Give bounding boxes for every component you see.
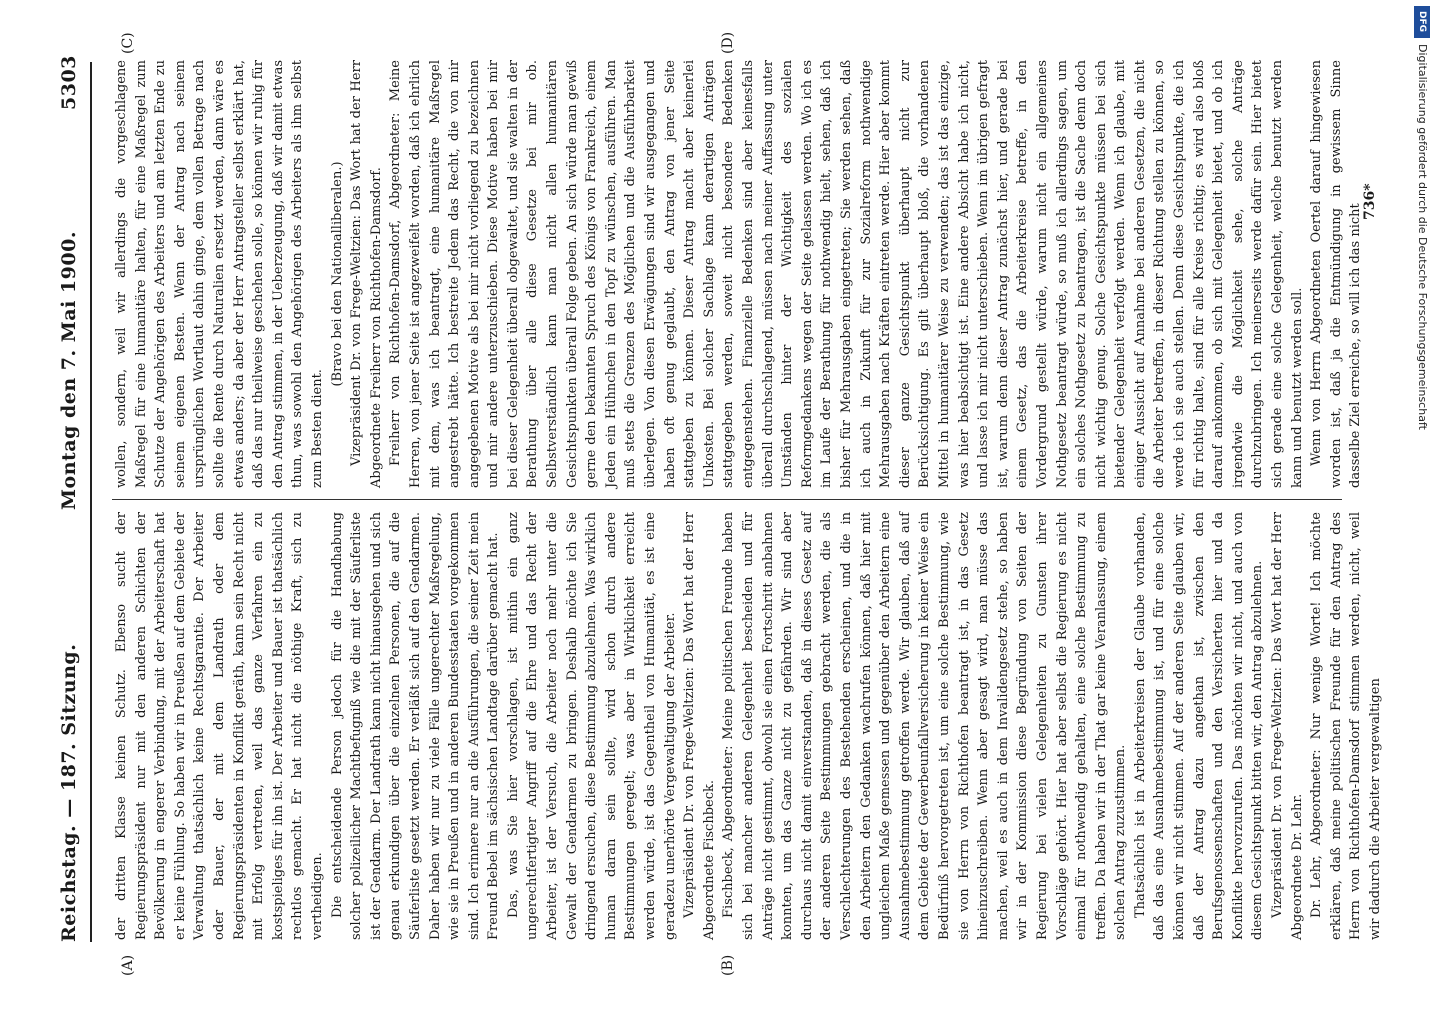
left-text-column <box>112 512 1383 940</box>
signature-number: 736* <box>1362 183 1378 220</box>
margin-marker-b: (B) <box>720 954 736 976</box>
paragraph: Fischbeck, Abgeordneter: Meine politischen Freunde haben sich bei mancher anderen Gelegenheit bescheiden und für Anträge nicht gestimmt, obwohl sie einen Fortschritt anbahnen konnten, um das Ganze nicht zu gefährden. Wir sind aber durchaus nicht damit einverstanden, daß in dieses Gesetz auf der anderen Seite Bestimmungen gebracht werden, die als Verschlechterungen des Bestehenden erscheinen, und die in den Arbeitern den Gedanken wachrufen können, daß hier mit ungleichem Maße gemessen und gegenüber den Arbeitern eine Ausnahmebestimmung getroffen werde. Wir glauben, daß auf dem Gebiete der Gewerbeunfallversicherung in keiner Weise ein Bedürfniß hervorgetreten ist, um eine solche Bestimmung, wie sie von Herrn von Richthofen beantragt ist, in das Gesetz hineinzuschreiben. Wenn aber gesagt wird, man müsse das machen, weil es auch in dem Invalidengesetz stehe, so haben wir in der Kommission diese Begründung von Seiten der Regierung bei vielen Gelegenheiten zu Gunsten ihrer Vorschläge gehört. Hier hat aber selbst die Regierung es nicht einmal für nothwendig gehalten, eine solche Bestimmung zu treffen. Da haben wir in der That gar keine Veranlassung, einem solchen Antrag zuzustimmen. <box>721 512 1129 940</box>
header-left: Reichstag. — 187. Sitzung. <box>58 643 80 942</box>
paragraph: Die entscheidende Person jedoch für die Handhabung solcher polizeilicher Machtbefugniß wie die mit der Säuferliste ist der Gendarm. Der Landrath kann nicht hinausgehen und sich genau erkundigen über die einzelnen Personen, die auf die Säuferliste gesetzt werden. Er verläßt sich auf den Gendarmen. Daher haben wir nur zu viele Fälle ungerechter Maßregelung, wie sie in Preußen und in anderen Bundesstaaten vorgekommen sind. Ich erinnere nur an die Ausführungen, die seiner Zeit mein Freund Bebel im sächsischen Landtage darüber gemacht hat. <box>329 512 502 940</box>
page-number: 5303 <box>58 55 80 110</box>
paragraph: Wenn von Herrn Abgeordneten Oertel darauf hingewiesen worden ist, daß ja die Entmündigung in gewissem Sinne dasselbe Ziel erreiche, so will ich das nicht <box>1309 60 1364 488</box>
header-rule <box>90 62 92 942</box>
applause-note: (Bravo bei den Nationalliberalen.) <box>329 161 345 387</box>
paragraph: wollen, sondern, weil wir allerdings die vorgeschlagene Maßregel für eine humanitäre halten, für eine Maßregel zum Schutze der Angehörigen des Arbeiters und am letzten Ende zu seinem eigenen Besten. Wenn der Antrag nach seinem ursprünglichen Wortlaut dahin ginge, dem vollen Betrage nach sollte die Rente durch Naturalien ersetzt werden, dann wäre es etwas anders; da aber der Herr Antragsteller selbst erklärt hat, daß das nur theilweise geschehen solle, so können wir ruhig für den Antrag stimmen, in der Ueberzeugung, daß wir damit etwas thun, was sowohl den Angehörigen des Arbeiters als ihm selbst zum Besten dient. <box>114 60 325 488</box>
dfg-logo: DFG <box>1414 6 1430 38</box>
margin-marker-a: (A) <box>120 954 136 976</box>
paragraph: Thatsächlich ist in Arbeiterkreisen der Glaube vorhanden, daß das eine Ausnahmebestimmung ist, und für eine solche können wir nicht stimmen. Auf der anderen Seite glauben wir, daß der Antrag dazu angethan ist, zwischen den Berufsgenossenschaften und den Versicherten hier und da Konflikte hervorzurufen. Das möchten wir nicht, und auch von diesem Gesichtspunkt bitten wir, den Antrag abzulehnen. <box>1132 512 1266 940</box>
paragraph: Dr. Lehr, Abgeordneter: Nur wenige Worte! Ich möchte erklären, daß meine politischen Freunde für den Antrag des Herrn von Richthofen-Damsdorf stimmen werden, nicht, weil wir dadurch die Arbeiter vergewaltigen <box>1309 512 1383 940</box>
paragraph: der dritten Klasse keinen Schutz. Ebenso sucht der Regierungspräsident nur mit den anderen Schichten der Bevölkerung in engerer Verbindung, mit der Arbeiterschaft hat er keine Fühlung. So haben wir in Preußen auf dem Gebiete der Verwaltung thatsächlich keine Rechtsgarantie. Der Arbeiter oder Bauer, der mit dem Landrath oder dem Regierungspräsidenten in Konflikt geräth, kann sein Recht nicht mit Erfolg vertreten, weil das ganze Verfahren ein zu kostspieliges für ihn ist. Der Arbeiter und Bauer ist thatsächlich rechtlos gemacht. Er hat nicht die nöthige Kraft, sich zu vertheidigen. <box>114 512 325 940</box>
paragraph: Vizepräsident Dr. von Frege-Weltzien: Das Wort hat der Herr Abgeordnete Freiherr von Richthofen-Damsdorf. <box>349 60 384 488</box>
digitization-credit: Digitalisierung gefördert durch die Deutsche Forschungsgemeinschaft <box>1416 44 1429 430</box>
right-text-column <box>112 60 1364 488</box>
paragraph: Vizepräsident Dr. von Frege-Weltzien: Das Wort hat der Herr Abgeordnete Dr. Lehr. <box>1270 512 1305 940</box>
margin-marker-c: (C) <box>120 32 136 54</box>
margin-marker-d: (D) <box>720 31 736 54</box>
paragraph: Vizepräsident Dr. von Frege-Weltzien: Das Wort hat der Herr Abgeordnete Fischbeck. <box>682 512 717 940</box>
paragraph: Das, was Sie hier vorschlagen, ist mithin ein ganz ungerechtfertigter Angriff auf die Ehre und das Recht der Arbeiter, ist der Versuch, die Arbeiter noch mehr unter die Gewalt der Gendarmen zu bringen. Deshalb möchte ich Sie dringend ersuchen, diese Bestimmung abzulehnen. Was wirklich human daran sein sollte, wird schon durch andere Bestimmungen geregelt; was aber in Wirklichkeit erreicht werden würde, ist das Gegentheil von Humanität, es ist eine geradezu unerhörte Vergewaltigung der Arbeiter. <box>505 512 678 940</box>
column-divider <box>112 499 1342 500</box>
header-center: Montag den 7. Mai 1900. <box>58 231 80 510</box>
paragraph: Freiherr von Richthofen-Damsdorf, Abgeordneter: Meine Herren, von jener Seite ist angezweifelt worden, daß ich ehrlich mit dem, was ich beantragt, eine humanitäre Maßregel angestrebt hätte. Ich bestreite Jedem das Recht, die von mir angegebenen Motive als bei mir nicht vorliegend zu bezeichnen und mir andere unterzuschieben. Diese Motive haben bei mir bei dieser Gelegenheit überall obgewaltet, und sie walten in der Berathung über alle diese Gesetze bei mir ob. Selbstverständlich kann man nicht allen humanitären Gesichtspunkten überall Folge geben. An sich würde man gewiß gerne den bekannten Spruch des Königs von Frankreich, einem Jeden ein Hühnchen in den Topf zu wünschen, ausführen. Man muß stets die Grenzen des Möglichen und die Ausführbarkeit überlegen. Von diesen Erwägungen sind wir ausgegangen und haben oft genug geglaubt, den Antrag von jener Seite stattgeben zu können. Dieser Antrag macht aber keinerlei Unkosten. Bei solcher Sachlage kann derartigen Anträgen stattgegeben werden, soweit nicht besondere Bedenken entgegenstehen. Finanzielle Bedenken sind aber keinesfalls überall durchschlagend, müssen nach meiner Auffassung unter Umständen hinter der Wichtigkeit des sozialen Reformgedankens wegen der Seite gelassen werden. Wo ich es im Laufe der Berathung für nothwendig hielt, sehen, daß ich bisher für Mehrausgaben eingetreten; Sie werden sehen, daß ich auch in Zukunft für zur Sozialreform nothwendige Mehrausgaben nach Kräften eintreten werde. Hier aber kommt dieser ganze Gesichtspunkt überhaupt nicht zur Berücksichtigung. Es gilt überhaupt bloß, die vorhandenen Mittel in humanitärer Weise zu verwenden; das ist das einzige, was hier beabsichtigt ist. Eine andere Absicht habe ich nicht, und lasse ich mir nicht unterschieben. Wenn im übrigen gefragt ist, warum denn dieser Antrag zunächst hier, und gerade bei einem Gesetz, das die Arbeiterkreise betreffe, in den Vordergrund gestellt würde, warum nicht ein allgemeines Nothgesetz beantragt würde, so muß ich allerdings sagen, um ein solches Nothgesetz zu beantragen, ist die Sache denn doch nicht wichtig genug. Solche Gesichtspunkte müssen bei sich bietender Gelegenheit verfolgt werden. Wenn ich glaube, mit einiger Aussicht auf Annahme bei anderen Gesetzen, die nicht die Arbeiter betreffen, in dieser Richtung stellen zu können, so werde ich sie auch stellen. Denn diese Gesichtspunkte, die ich für richtig halte, sind für alle Kreise richtig; es wird also bloß darauf ankommen, ob sich mit Gelegenheit bietet, und ob ich irgendwie die Möglichkeit sehe, solche Anträge durchzubringen. Ich meinerseits werde dafür sein. Hier bietet sich gerade eine solche Gelegenheit, welche benutzt werden kann und benutzt werden soll. <box>388 60 1305 488</box>
